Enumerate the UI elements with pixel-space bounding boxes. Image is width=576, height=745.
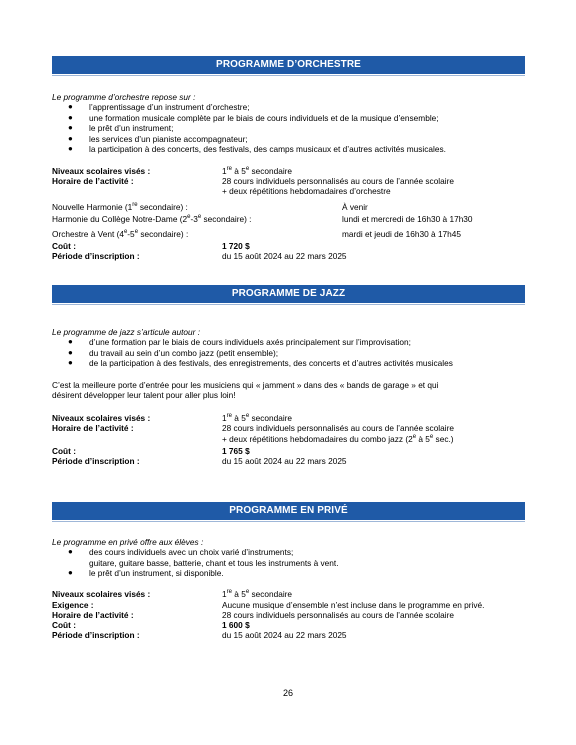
- list-item: ● le prêt d’un instrument, si disponible.: [68, 568, 224, 578]
- bullet-icon: ●: [68, 102, 73, 111]
- cost-label: Coût :: [52, 241, 76, 251]
- cost-label: Coût :: [52, 446, 76, 456]
- schedule-label: Horaire de l’activité :: [52, 610, 134, 620]
- orchestre-vent-label: Orchestre à Vent (4e-5e secondaire) :: [52, 229, 189, 239]
- bullet-icon: ●: [68, 123, 73, 132]
- nouvelle-harmonie-label: Nouvelle Harmonie (1re secondaire) :: [52, 202, 188, 212]
- requirement-value: Aucune musique d’ensemble n’est incluse dans le programme en privé.: [222, 600, 485, 610]
- jazz-program-title: PROGRAMME DE JAZZ: [231, 287, 346, 299]
- period-label: Période d’inscription :: [52, 251, 140, 261]
- requirement-label: Exigence :: [52, 600, 94, 610]
- page-number: 26: [282, 688, 293, 698]
- levels-label: Niveaux scolaires visés :: [52, 589, 151, 599]
- schedule-line-2: + deux répétitions hebdomadaires du combo jazz (2e à 5e sec.): [222, 434, 454, 444]
- period-label: Période d’inscription :: [52, 630, 140, 640]
- list-item: ● l’apprentissage d’un instrument d’orchestre;: [68, 102, 250, 112]
- orchestra-bullet-list: [52, 102, 446, 155]
- orchestra-intro: Le programme d’orchestre repose sur :: [52, 92, 196, 102]
- nouvelle-harmonie-value: À venir: [342, 202, 368, 212]
- jazz-bullet-list: [52, 337, 453, 369]
- period-value: du 15 août 2024 au 22 mars 2025: [222, 456, 347, 466]
- schedule-line-1: 28 cours individuels personnalisés au cours de l’année scolaire: [222, 423, 454, 433]
- cost-value: 1 720 $: [222, 241, 250, 251]
- list-item: ● de la participation à des festivals, des enregistrements, des concerts et d’autres activités musicales: [68, 358, 453, 368]
- list-item: ● la participation à des concerts, des festivals, des camps musicaux et d’autres activités musicales.: [68, 144, 446, 154]
- orchestra-program-banner: [52, 56, 525, 74]
- period-value: du 15 août 2024 au 22 mars 2025: [222, 630, 347, 640]
- cost-value: 1 600 $: [222, 620, 250, 630]
- bullet-icon: ●: [68, 144, 73, 153]
- orchestre-vent-value: mardi et jeudi de 16h30 à 17h45: [342, 229, 462, 239]
- list-item: ● du travail au sein d’un combo jazz (petit ensemble);: [68, 347, 279, 358]
- schedule-line-1: 28 cours individuels personnalisés au cours de l’année scolaire: [222, 610, 454, 620]
- bullet-icon: ●: [68, 358, 73, 367]
- levels-value: 1re à 5e secondaire: [222, 589, 293, 599]
- levels-label: Niveaux scolaires visés :: [52, 166, 151, 176]
- period-label: Période d’inscription :: [52, 456, 140, 466]
- harmonie-college-value: lundi et mercredi de 16h30 à 17h30: [342, 214, 473, 224]
- jazz-program-banner: [52, 285, 525, 303]
- bullet-icon: ●: [68, 337, 73, 346]
- private-program-title: PROGRAMME EN PRIVÉ: [229, 504, 348, 516]
- list-item: ● les services d’un pianiste accompagnateur;: [68, 133, 248, 144]
- levels-value: 1re à 5e secondaire: [222, 166, 293, 176]
- jazz-intro: Le programme de jazz s’articule autour :: [52, 327, 201, 337]
- bullet-icon: ●: [68, 568, 73, 577]
- private-program-banner: [52, 502, 525, 520]
- list-item: ● d’une formation par le biais de cours individuels axés principalement sur l’improvisation;: [68, 337, 411, 347]
- schedule-label: Horaire de l’activité :: [52, 176, 134, 186]
- orchestra-program-title: PROGRAMME D’ORCHESTRE: [216, 58, 361, 70]
- list-item: ● une formation musicale complète par le biais de cours individuels et de la musique d’ensemble;: [68, 112, 439, 123]
- bullet-icon: ●: [68, 347, 73, 357]
- schedule-line-2: + deux répétitions hebdomadaires d’orchestre: [222, 186, 391, 196]
- bullet-icon: ●: [68, 133, 73, 143]
- cost-value: 1 765 $: [222, 446, 250, 456]
- private-intro: Le programme en privé offre aux élèves :: [52, 537, 204, 547]
- schedule-label: Horaire de l’activité :: [52, 423, 134, 433]
- period-value: du 15 août 2024 au 22 mars 2025: [222, 251, 347, 261]
- cost-label: Coût :: [52, 620, 76, 630]
- levels-label: Niveaux scolaires visés :: [52, 413, 151, 423]
- jazz-paragraph-line-2: désirent développer leur talent pour aller plus loin!: [52, 390, 236, 400]
- jazz-paragraph-line-1: C’est la meilleure porte d’entrée pour les musiciens qui « jamment » dans des « bands de garage » et qui: [52, 380, 439, 390]
- list-item: ● des cours individuels avec un choix varié d’instruments; guitare, guitare basse, batterie, chant et tous les instruments à vent.: [68, 547, 339, 568]
- private-bullet-list: [52, 547, 339, 579]
- harmonie-college-label: Harmonie du Collège Notre-Dame (2e-3e secondaire) :: [52, 214, 252, 224]
- bullet-icon: ●: [68, 547, 73, 556]
- list-item: ● le prêt d’un instrument;: [68, 123, 174, 133]
- levels-value: 1re à 5e secondaire: [222, 413, 293, 423]
- bullet-icon: ●: [68, 112, 73, 122]
- schedule-line-1: 28 cours individuels personnalisés au cours de l’année scolaire: [222, 176, 454, 186]
